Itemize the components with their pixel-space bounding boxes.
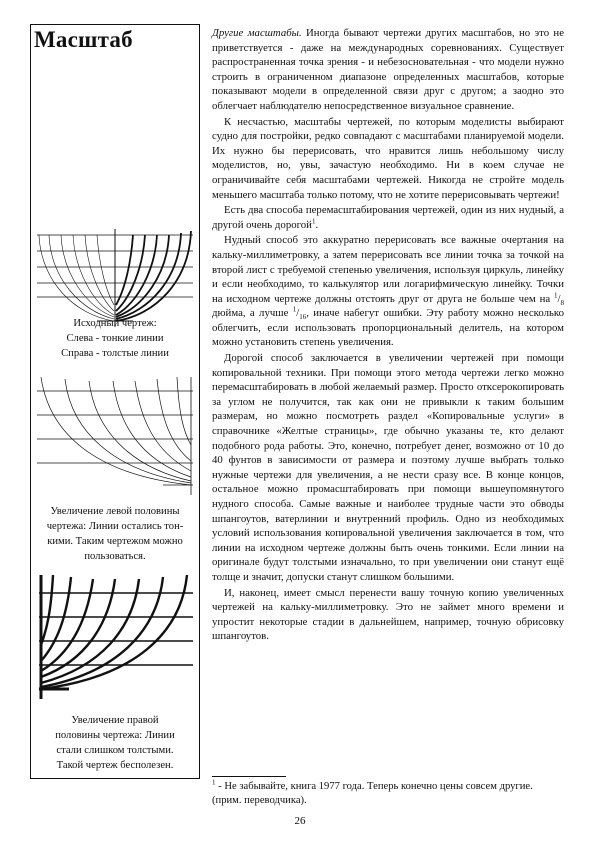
paragraph: Есть два способа перемасштабирования чертежей, один из них нудный, а другой очень дорогой$^1$. [212,204,564,231]
caption-line: стали слишком толстыми. [56,745,174,756]
enlarged-right-drawing [35,571,195,701]
paragraph: К несчастью, масштабы чертежей, по которым моделисты выбирают судно для постройки, редко совпадают с масштабами планируемой модели. Их нужно бы перерисовать, что нравится лишь небольшому числу моделистов, но, увы, зачастую необходимо. Ни в коем случае не ограничивайте себя масштабами чертежей. Никогда не стройте модель меньшего масштаба только потому, что не хотите перерисовывать чертежи! [212,115,564,201]
caption-line: Слева - тонкие линии [66,333,164,344]
footnote-ref: 1 [311,217,316,226]
caption-line: пользоваться. [84,551,146,562]
caption-line: Справа - толстые линии [61,348,169,359]
caption-line: Исходный чертеж: [73,318,157,329]
caption-line: Такой чертеж бесполезен. [56,760,174,771]
caption-line: кими. Таким чертежом можно [47,536,183,547]
section-lead: Другие масштабы. [212,27,302,39]
fraction-numerator: 1 [292,305,297,314]
sidebar-title: Масштаб [34,27,133,52]
footnote-mark: 1 [212,778,216,787]
fraction-denominator: 16 [299,313,307,322]
caption-line: Увеличение правой [71,715,159,726]
page-number: 26 [294,815,306,827]
caption-original [33,316,197,361]
paragraph: Нудный способ это аккуратно перерисовать все важные очертания на кальку-миллиметровку, а затем перерисовать все линии точка за точкой на второй лист с требуемой степенью увеличения, используя циркуль, линейку и если необходимо, то калькулятор или логарифмическую линейку. Точки на исходном чертеже должны отстоять друг от друга не больше чем на $^1/_8$ дюйма, а лучше $^1/_{16}$, иначе набегут ошибки. Эту работу можно несколько облегчить, если использовать пропорциональный делитель, на котором можно установить степень увеличения. [212,234,564,349]
fraction-numerator: 1 [554,291,558,300]
paragraph: Другие масштабы. Иногда бывают чертежи других масштабов, но это не приветствуется - даже на международных соревнованиях. Существует распространенная точка зрения - и небезосновательная - что модели нужно строить в ограниченном диапазоне определенных масштабов, которые показывают модели в определенной связи друг с другом; а заодно это облегчает наблюдателю непосредственное визуальное сравнение. [212,27,564,112]
paragraph: Дорогой способ заключается в увеличении чертежей при помощи копировальной техники. При помощи этого метода чертежи легко можно перемасштабировать в любой желаемый размер. Просто откcерокопировать за углом не получится, так как они не привыкли к таким большим размерам, но можно посмотреть раздел «Копировальные услуги» в справочнике «Желтые страницы», где обычно указаны те, кто делают подобного рода работы. Это, конечно, потребует денег, возможно от 10 до 40 фунтов в зависимости от размера и поэтому лучше выбрать только нужные чертежи для увеличения, а не нести сразу все. В конце концов, остальное можно промасштабировать при помощи вышеупомянутого нудного способа. Самые важные и наиболее трудные части это обводы шпангоутов, ватерлинии и внутренний профиль. Одно из необходимых условий использования копировальной увеличения заключается в том, что линии на исходном чертеже должны быть очень тонкими. Если линии на оригинале будут толстыми изначально, то при увеличении они станут ещё толще и значит, допуски станут слишком большими. [212,352,564,583]
enlarged-left-drawing [35,373,195,498]
fraction-denominator: 8 [560,298,564,307]
caption-line: чертежа: Линии остались тон- [46,521,184,532]
footnote-divider [212,776,286,777]
sidebar-box [30,24,200,779]
article-body [212,26,564,645]
caption-line: Увеличение левой половины [50,506,180,517]
caption-enlarged-left [33,504,197,564]
caption-line: половины чертежа: Линии [55,730,175,741]
footnote: $^1$ - Не забывайте, книга 1977 года. Теперь конечно цены совсем другие. (прим. переводчика). [212,778,533,807]
paragraph: И, наконец, имеет смысл перенести вашу точную копию увеличенных чертежей на кальку-миллиметровку. Это не займет много времени и упростит некоторые стадии в дальнейшем, например, точную обрисовку шпангоутов. [212,586,564,643]
caption-enlarged-right [33,713,197,773]
